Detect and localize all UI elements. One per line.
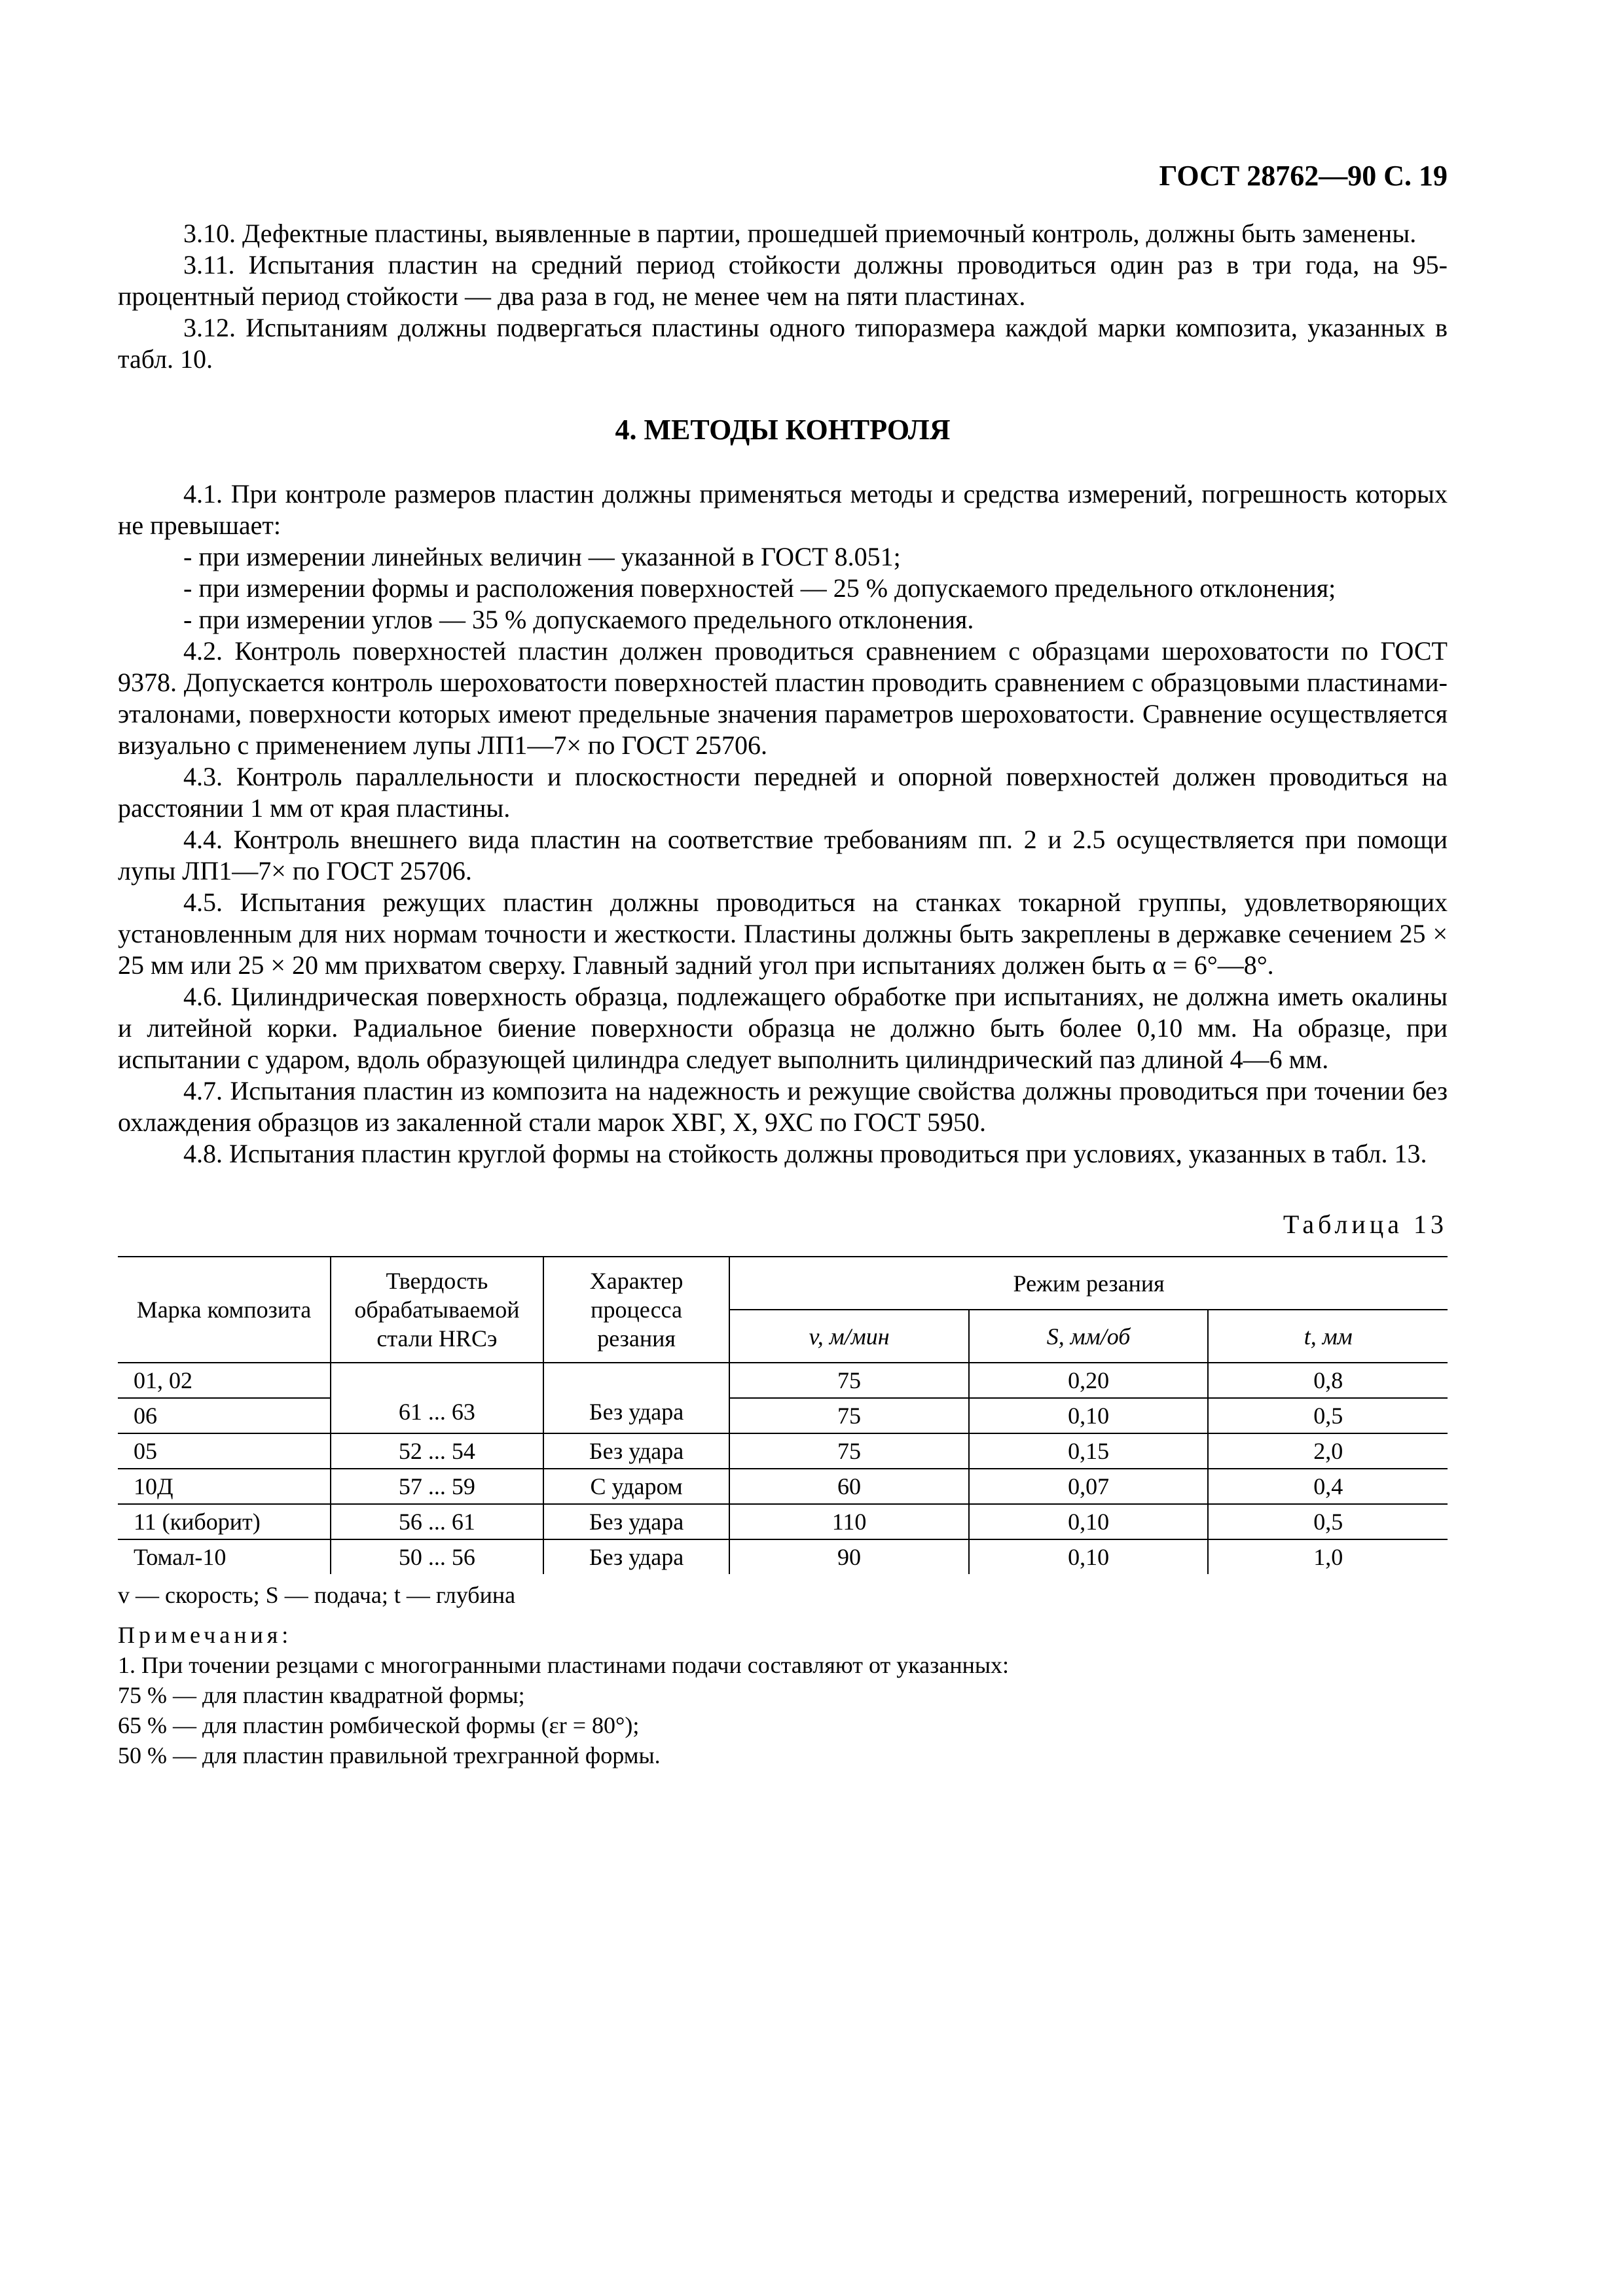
table-row — [118, 1398, 1448, 1433]
paragraph-4-1: 4.1. При контроле размеров пластин должны применяться методы и средства измерений, погрешность которых не превышает: — [118, 479, 1448, 540]
cell-t: 0,5 — [1208, 1398, 1448, 1433]
header-s: S, мм/об — [969, 1310, 1209, 1363]
table-legend: v — скорость; S — подача; t — глубина — [118, 1582, 516, 1608]
cell-v: 110 — [729, 1504, 969, 1539]
note-line: 65 % — для пластин ромбической формы (εr = 80°); — [118, 1712, 640, 1738]
paragraph-3-10: 3.10. Дефектные пластины, выявленные в партии, прошедшей приемочный контроль, должны быть заменены. — [183, 219, 1417, 248]
header-mark: Марка композита — [118, 1257, 331, 1363]
cell-v: 90 — [729, 1539, 969, 1574]
header-t: t, мм — [1208, 1310, 1448, 1363]
paragraph-4-5: 4.5. Испытания режущих пластин должны проводиться на станках токарной группы, удовлетворяющих установленным для них нормам точности и жесткости. Пластины должны быть закреплены в державке сечением 25 × 25 мм или 25 × 20 мм прихватом сверху. Главный задний угол при испытаниях должен быть α = 6°—8°. — [118, 888, 1448, 980]
cell-t: 1,0 — [1208, 1539, 1448, 1574]
cell-t: 0,5 — [1208, 1504, 1448, 1539]
cell-mark: 11 (киборит) — [118, 1504, 331, 1539]
note-line: 75 % — для пластин квадратной формы; — [118, 1682, 525, 1708]
table-caption: Таблица 13 — [1283, 1210, 1448, 1239]
notes-title: Примечания: — [118, 1622, 293, 1648]
cell-hardness: 52 ... 54 — [331, 1433, 543, 1469]
note-line: 50 % — для пластин правильной трехгранной формы. — [118, 1742, 661, 1768]
cell-hardness: 61 ... 63 — [331, 1363, 543, 1433]
document-body — [118, 218, 1448, 1770]
header-cutting-mode: Режим резания — [729, 1257, 1448, 1310]
header-process: Характер процесса резания — [543, 1257, 729, 1363]
table-row — [118, 1363, 1448, 1398]
cell-s: 0,07 — [969, 1469, 1209, 1504]
cell-v: 75 — [729, 1363, 969, 1398]
cell-s: 0,10 — [969, 1398, 1209, 1433]
paragraph-4-4: 4.4. Контроль внешнего вида пластин на соответствие требованиям пп. 2 и 2.5 осуществляется при помощи лупы ЛП1—7× по ГОСТ 25706. — [118, 825, 1448, 886]
cell-hardness: 57 ... 59 — [331, 1469, 543, 1504]
cell-s: 0,10 — [969, 1539, 1209, 1574]
list-item: - при измерении линейных величин — указанной в ГОСТ 8.051; — [183, 542, 901, 571]
section-title: 4. МЕТОДЫ КОНТРОЛЯ — [615, 414, 951, 446]
cell-hardness: 50 ... 56 — [331, 1539, 543, 1574]
cell-s: 0,10 — [969, 1504, 1209, 1539]
cell-v: 75 — [729, 1398, 969, 1433]
cell-mark: 10Д — [118, 1469, 331, 1504]
cell-v: 75 — [729, 1433, 969, 1469]
header-v: v, м/мин — [729, 1310, 969, 1363]
paragraph-4-2: 4.2. Контроль поверхностей пластин должен проводиться сравнением с образцами шероховатости по ГОСТ 9378. Допускается контроль шероховатости поверхностей пластин проводить сравнением с образцовыми пластинами-эталонами, поверхности которых имеют предельные значения параметров шероховатости. Сравнение осуществляется визуально с применением лупы ЛП1—7× по ГОСТ 25706. — [118, 636, 1448, 760]
cell-process: Без удара — [543, 1433, 729, 1469]
cell-mark: Томал-10 — [134, 1544, 227, 1570]
cell-v: 60 — [729, 1469, 969, 1504]
cell-t: 2,0 — [1208, 1433, 1448, 1469]
list-item: - при измерении формы и расположения поверхностей — 25 % допускаемого предельного отклонения; — [183, 573, 1336, 603]
cell-mark: 01, 02 — [118, 1363, 331, 1398]
table-row — [118, 1469, 1448, 1504]
table-row — [118, 1539, 1448, 1574]
header-hardness: Твердость обрабатываемой стали HRCэ — [331, 1257, 543, 1363]
paragraph-3-11: 3.11. Испытания пластин на средний период стойкости должны проводиться один раз в три года, на 95-процентный период стойкости — два раза в год, не менее чем на пяти пластинах. — [118, 250, 1448, 311]
cell-mark: 06 — [118, 1398, 331, 1433]
cell-s: 0,15 — [969, 1433, 1209, 1469]
cell-t: 0,4 — [1208, 1469, 1448, 1504]
cell-s: 0,20 — [969, 1363, 1209, 1398]
paragraph-4-7: 4.7. Испытания пластин из композита на надежность и режущие свойства должны проводиться при точении без охлаждения образцов из закаленной стали марок ХВГ, Х, 9ХС по ГОСТ 5950. — [118, 1076, 1448, 1137]
cell-hardness: 56 ... 61 — [331, 1504, 543, 1539]
cell-process: Без удара — [543, 1504, 729, 1539]
cell-mark: 05 — [118, 1433, 331, 1469]
paragraph-4-6: 4.6. Цилиндрическая поверхность образца, подлежащего обработке при испытаниях, не должна иметь окалины и литейной корки. Радиальное биение поверхности образца не должно быть более 0,10 мм. На образце, при испытании с ударом, вдоль образующей цилиндра следует выполнить цилиндрический паз длиной 4—6 мм. — [118, 982, 1448, 1074]
paragraph-4-3: 4.3. Контроль параллельности и плоскостности передней и опорной поверхностей должен проводиться на расстоянии 1 мм от края пластины. — [118, 762, 1448, 823]
cutting-conditions-table — [118, 1256, 1448, 1574]
table-row — [118, 1433, 1448, 1469]
cell-process: С ударом — [543, 1469, 729, 1504]
paragraph-4-8: 4.8. Испытания пластин круглой формы на стойкость должны проводиться при условиях, указанных в табл. 13. — [183, 1139, 1427, 1168]
paragraph-3-12: 3.12. Испытаниям должны подвергаться пластины одного типоразмера каждой марки композита, указанных в табл. 10. — [118, 313, 1448, 374]
cell-process: Без удара — [543, 1363, 729, 1433]
cell-process: Без удара — [543, 1539, 729, 1574]
page-header: ГОСТ 28762—90 С. 19 — [1159, 160, 1448, 192]
note-line: 1. При точении резцами с многогранными пластинами подачи составляют от указанных: — [118, 1652, 1010, 1678]
cell-t: 0,8 — [1208, 1363, 1448, 1398]
list-item: - при измерении углов — 35 % допускаемого предельного отклонения. — [183, 605, 974, 634]
table-row — [118, 1504, 1448, 1539]
notes — [118, 1620, 1448, 1770]
